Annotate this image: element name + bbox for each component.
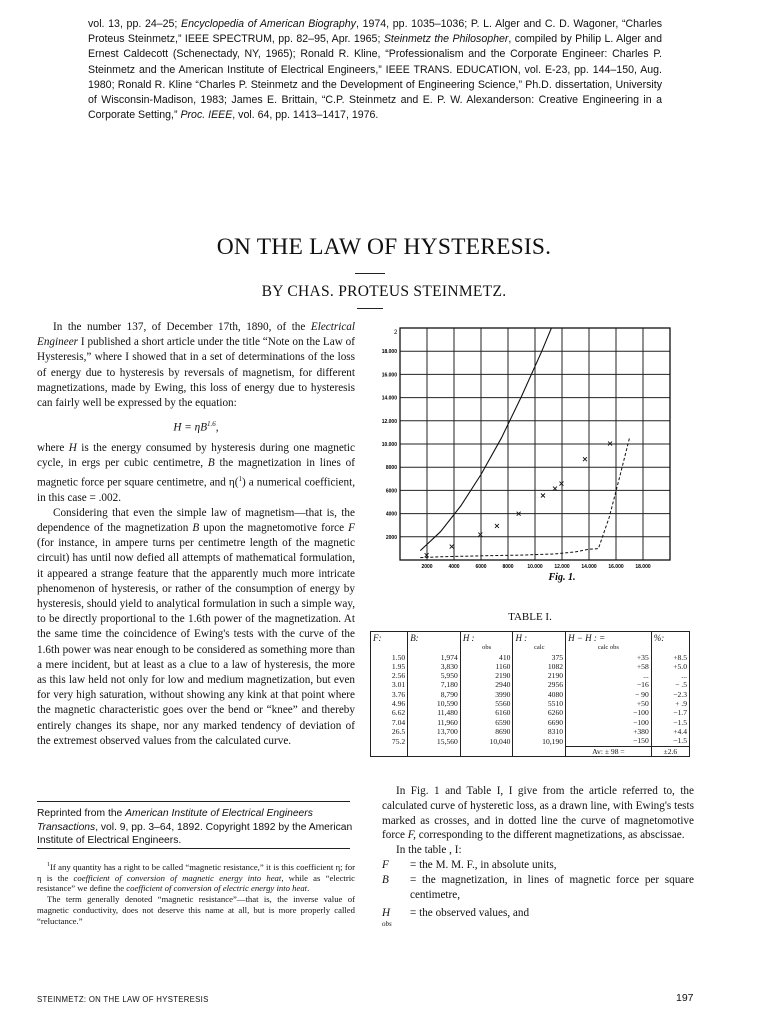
y-tick-label: 4000: [385, 511, 397, 518]
x-tick-label: 14.000: [581, 564, 597, 570]
table-row: 1.50 1,974 410 375 +35 +8.5: [371, 653, 690, 662]
y-tick-label: 10.000: [381, 442, 397, 448]
observed-cross: [450, 545, 454, 549]
title-divider: [355, 273, 385, 274]
observed-cross: [478, 533, 482, 537]
reprint-note: Reprinted from the American Institute of Electrical Engineers Transactions, vol. 9, pp. 3–64, 1892. Copyright 1892 by the American Institute of Electrical Engineers.: [37, 808, 353, 847]
symbol-f: F: [382, 858, 389, 871]
table-row: 3.01 7,180 2940 2956 −16 − .5: [371, 680, 690, 689]
x-tick-label: 10.000: [527, 564, 543, 570]
average-diff: Av: ± 98 =: [566, 746, 652, 756]
table-header-5: %:: [651, 632, 689, 644]
x-tick-label: 8000: [502, 564, 514, 570]
byline-divider: [357, 308, 383, 309]
definition-h-text: = the observed values, and: [410, 907, 530, 920]
x-tick-label: 4000: [448, 564, 460, 570]
table-header-4: H − H : =: [566, 632, 652, 644]
table-row: 4.96 10,590 5560 5510 +50 + .9: [371, 699, 690, 708]
x-tick-label: 2000: [421, 564, 433, 570]
observed-cross: [541, 494, 545, 498]
x-tick-label: 18.000: [635, 564, 651, 570]
symbol-h: H obs: [382, 906, 392, 932]
table-title: TABLE I.: [508, 611, 552, 623]
reprint-divider: [37, 801, 350, 802]
body-paragraph-4: In Fig. 1 and Table I, I give from the article referred to, the calculated curve of hysteretic loss, as a drawn line, with Ewing's tests marked as crosses, and in dotted line the curve of magnetomotive force F, corresponding to the different magnetizations, as abscissae.: [382, 785, 694, 842]
y-tick-label: 12.000: [381, 418, 397, 425]
footnote-divider: [37, 848, 350, 849]
x-tick-label: 12.000: [554, 564, 570, 570]
y-tick-label: 8000: [385, 465, 397, 472]
x-tick-label: 6000: [475, 564, 487, 570]
definition-f-text: = the M. M. F., in absolute units,: [410, 858, 557, 871]
table-row: 3.76 8,790 3990 4080 − 90 −2.3: [371, 690, 690, 699]
page-number: 197: [676, 992, 694, 1004]
references-paragraph: vol. 13, pp. 24–25; Encyclopedia of American Biography, 1974, pp. 1035–1036; P. L. Alger and C. D. Wagoner, “Charles Proteus Steinmetz,” IEEE SPECTRUM, pp. 82–95, Apr. 1965; Steinmetz the Philosopher, compiled by Philip L. Alger and Ernest Caldecott (Schenectady, NY, 1965); Ronald R. Kline, “Professionalism and the Corporate Engineer: Charles P. Steinmetz and the American Institute of Electrical Engineers,” IEEE TRANS. EDUCATION, vol. E-23, pp. 144–150, Aug. 1980; Ronald R. Kline “Charles P. Steinmetz and the Development of Engineering Science,” Ph.D. dissertation, University of Wisconsin-Madison, 1983; James E. Brittain, “C.P. Steinmetz and E. P. W. Alexanderson: Creative Engineering in a Corporate Setting,” Proc. IEEE, vol. 64, pp. 1413–1417, 1976.: [88, 18, 663, 122]
footnote-paragraph-2: The term generally denoted “magnetic resistance”—that is, the inverse value of magnetic conductivity, does not deserve this name at all, but is more properly called “reluctance.”: [37, 894, 355, 926]
table-header-3: H :: [513, 632, 566, 644]
body-paragraph-1: In the number 137, of December 17th, 1890, of the Electrical Engineer I published a short article under the title “Note on the Law of Hysteresis,” where I showed that in a set of determinations of the loss of energy due to hysteresis by reversals of magnetism, for different magnetizations, made by Ewing, this loss of energy due to hysteresis can fairly well be expressed by the equation:: [37, 321, 355, 410]
observed-cross: [559, 482, 563, 486]
definition-h: [382, 906, 694, 929]
table-row: 6.62 11,480 6160 6260 −100 −1.7: [371, 708, 690, 717]
table-row: 7.04 11,960 6590 6690 −100 −1.5: [371, 718, 690, 727]
footnote-paragraph-1: $^1$If any quantity has a right to be called “magnetic resistance,” it is this coefficient η; for η is the coefficient of conversion of magnetic energy into heat, while as “electric resistance” we define the coefficient of conversion of electric energy into heat.: [37, 861, 356, 894]
hysteresis-chart: [370, 320, 690, 605]
table-header-1: B:: [408, 632, 461, 644]
data-table: F: B: H : H : H − H : = %: obs calc calc obs 1.50 1,974 410 375 +35 +8.5 1.95 3,830 1160 1082 +58 +5.0 2.56 5,950 2190 2190 ... ... 3.01 7,180 2940 2956 −16 − .5 3.76 8,790 3990 4080 − 90 −2.3 4.96 10,590 5560 5510 +50 + .9 6.62 11,480 6160 6260 −100 −1.7 7.04 11,960 6590 6690 −100 −1.5 26.5 13,700 8690 8310 +380 +4.4 75.2 15,560 10,040 10,190 −150 −1.5 Av: ± 98 = ±2.6: [370, 631, 690, 757]
y-tick-label: 16.000: [381, 372, 397, 379]
figure-caption: Fig. 1.: [548, 572, 576, 583]
body-paragraph-2: where H is the energy consumed by hysteresis during one magnetic cycle, in ergs per cubic centimetre, B the magnetization in lines of magnetic force per square centimetre, and η($^1$) a numerical coefficient, in this case = .002.: [37, 442, 355, 504]
table-header-0: F:: [371, 632, 408, 644]
y-tick-label: 18.000: [381, 349, 397, 356]
definition-b: [382, 873, 694, 903]
symbol-b: B: [382, 873, 389, 886]
footnote: [37, 860, 355, 927]
table-row: 2.56 5,950 2190 2190 ... ...: [371, 671, 690, 680]
magnetization-dotted-curve: [420, 438, 629, 558]
observed-cross: [495, 524, 499, 528]
definition-f: [382, 858, 694, 873]
table-row: 26.5 13,700 8690 8310 +380 +4.4: [371, 727, 690, 736]
observed-cross: [583, 457, 587, 461]
y-tick-label: 6000: [385, 488, 397, 495]
right-column: [382, 784, 694, 929]
x-tick-label: 16.000: [608, 564, 624, 570]
article-title: ON THE LAW OF HYSTERESIS.: [216, 234, 552, 260]
calculated-curve: [420, 320, 663, 551]
top-axis-marker: 2: [394, 330, 398, 336]
table-intro: In the table , I:: [396, 844, 462, 857]
table-header-2: H :: [460, 632, 513, 644]
subscript-obs: obs: [382, 920, 392, 929]
y-tick-label: 2000: [385, 534, 397, 541]
average-pct: ±2.6: [651, 746, 689, 756]
equation: $H = \eta B^{1.6}$,: [173, 420, 219, 434]
definition-b-text: = the magnetization, in lines of magnetic force per square centimetre,: [410, 873, 694, 901]
author-byline: BY CHAS. PROTEUS STEINMETZ.: [261, 283, 507, 300]
table-row: 75.2 15,560 10,040 10,190 −150 −1.5: [371, 736, 690, 746]
running-footer: STEINMETZ: ON THE LAW OF HYSTERESIS: [37, 995, 209, 1004]
left-column: [37, 320, 355, 749]
y-tick-label: 14.000: [381, 395, 397, 402]
body-paragraph-3: Considering that even the simple law of magnetism—that is, the dependence of the magnetization B upon the magnetomotive force F (for instance, in ampere turns per centimetre length of the magnetic circuit) has until now defied all attempts of mathematical formulation, it appeared a strange feature that the apparently much more intricate phenomenon of hysteresis, or rather of the consumption of energy by hysteresis, should yield to analytical formulation in such a simple way, to be directly proportional to the 1.6th power of the magnetization. At the same time the coincidence of Ewing's tests with the curve of the 1.6th power was near enough to be considered as something more than a mere incident, but at least as a clue to a law of hysteresis, the more as this law held not only for low and medium magnetization, but even for very high saturation, without showing any kink at that point where the magnetic characteristic goes over the bend or “knee” and thereby entirely changes its shape, nor any marked tendency of deviation of the extremest observed values from the calculated curve.: [37, 506, 356, 747]
table-row: 1.95 3,830 1160 1082 +58 +5.0: [371, 662, 690, 671]
